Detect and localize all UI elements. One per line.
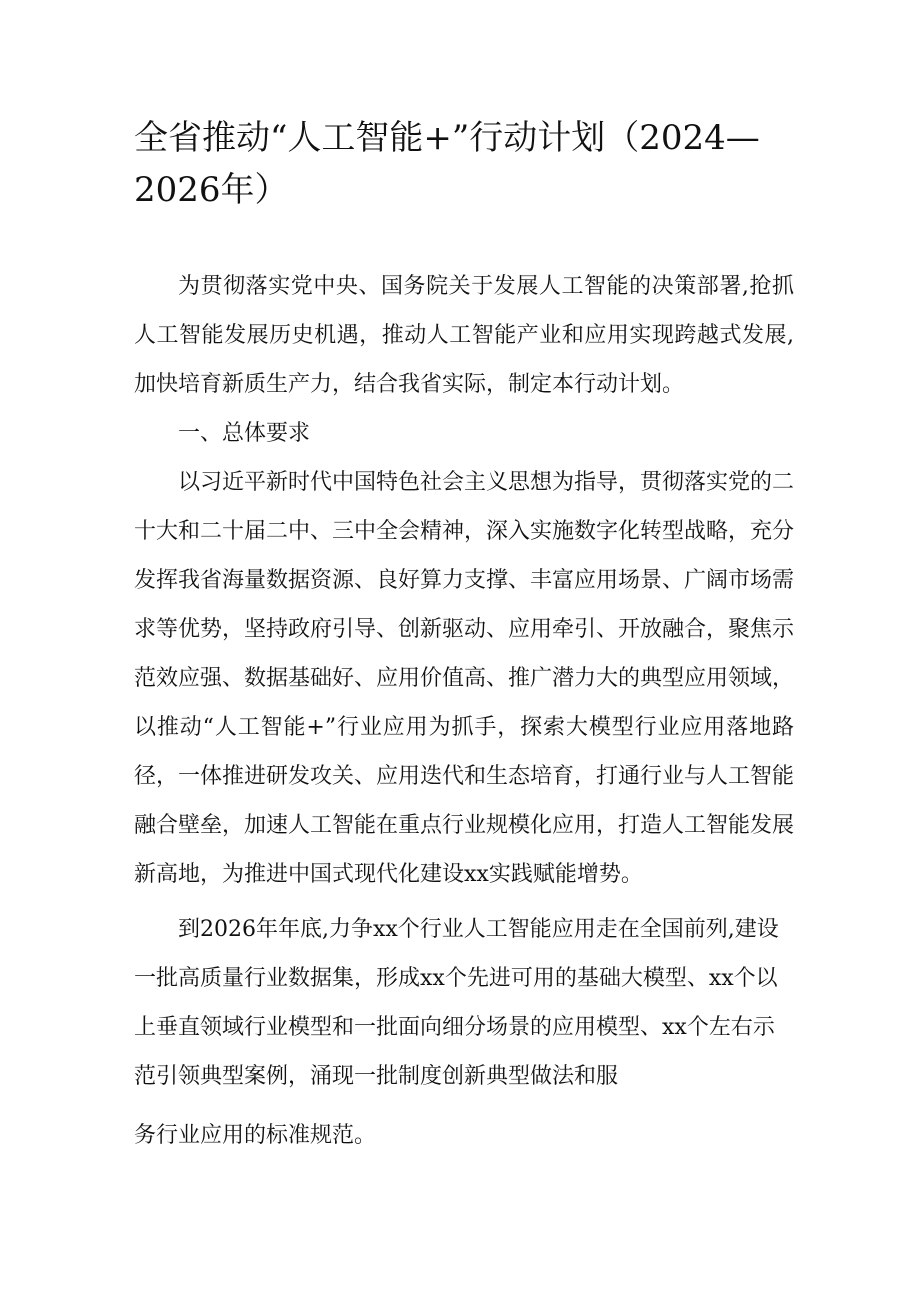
guiding-principle-paragraph: 以习近平新时代中国特色社会主义思想为指导，贯彻落实党的二十大和二十届二中、三中全会精神，深入实施数字化转型战略，充分发挥我省海量数据资源、良好算力支撑、丰富应用场景、广阔市场需求等优势，坚持政府引导、创新驱动、应用牵引、开放融合，聚焦示范效应强、数据基础好、应用价值高、推广潜力大的典型应用领域，以推动“人工智能+”行业应用为抓手，探索大模型行业应用落地路径，一体推进研发攻关、应用迭代和生态培育，打通行业与人工智能融合壁垒，加速人工智能在重点行业规模化应用，打造人工智能发展新高地，为推进中国式现代化建设xx实践赋能增势。 (134, 470, 795, 887)
document-title: 全省推动“人工智能+”行动计划（2024—2026年） (134, 118, 760, 210)
document-body (134, 262, 794, 1160)
intro-paragraph: 为贯彻落实党中央、国务院关于发展人工智能的决策部署,抢抓人工智能发展历史机遇，推动人工智能产业和应用实现跨越式发展,加快培育新质生产力，结合我省实际，制定本行动计划。 (134, 274, 794, 397)
goals-paragraph: 到2026年年底,力争xx个行业人工智能应用走在全国前列,建设一批高质量行业数据集，形成xx个先进可用的基础大模型、xx个以上垂直领域行业模型和一批面向细分场景的应用模型、xx个左右示范引领典型案例，涌现一批制度创新典型做法和服 (134, 917, 779, 1089)
goals-paragraph-continuation: 务行业应用的标准规范。 (134, 1123, 377, 1148)
section-heading-general-requirements: 一、总体要求 (178, 421, 311, 446)
